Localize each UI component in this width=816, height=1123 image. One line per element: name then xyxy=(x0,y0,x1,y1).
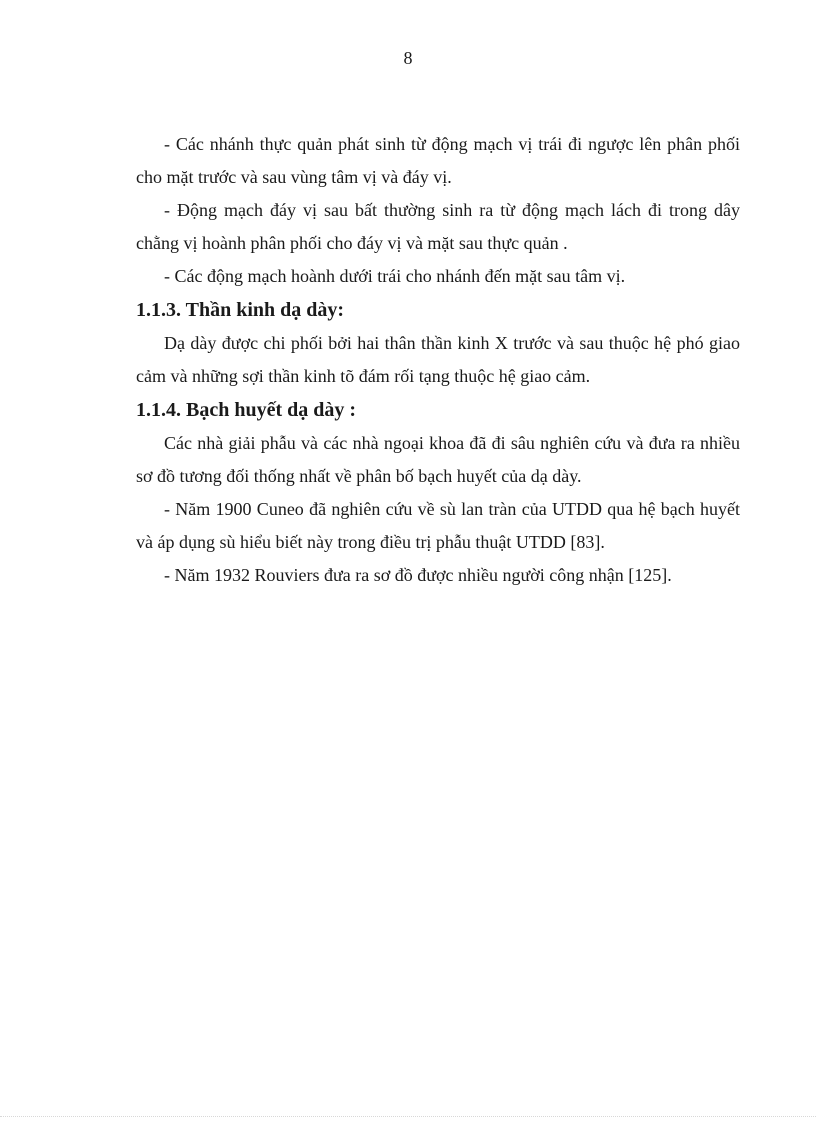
paragraph-cuneo-1900: - Năm 1900 Cuneo đã nghiên cứu về sù lan tràn của UTDD qua hệ bạch huyết và áp dụng sù hiểu biết này trong điều trị phẫu thuật UTDD [83]. xyxy=(136,499,740,552)
paragraph-esophageal-branches: - Các nhánh thực quản phát sinh từ động mạch vị trái đi ngược lên phân phối cho mặt trước và sau vùng tâm vị và đáy vị. xyxy=(136,134,740,187)
page-number: 8 xyxy=(403,48,413,68)
paragraph-inferior-phrenic-arteries: - Các động mạch hoành dưới trái cho nhánh đến mặt sau tâm vị. xyxy=(164,266,626,286)
paragraph-posterior-fundic-artery: - Động mạch đáy vị sau bất thường sinh ra từ động mạch lách đi trong dây chằng vị hoành phân phối cho đáy vị và mặt sau thực quản . xyxy=(136,200,740,253)
paragraph-rouviere-1932: - Năm 1932 Rouviers đưa ra sơ đồ được nhiều người công nhận [125]. xyxy=(164,565,672,585)
page-bottom-divider xyxy=(0,1116,816,1117)
section-heading-nerves: 1.1.3. Thần kinh dạ dày: xyxy=(136,299,345,321)
paragraph-nerve-supply: Dạ dày được chi phối bởi hai thân thần kinh X trước và sau thuộc hệ phó giao cảm và những sợi thần kinh tõ đám rối tạng thuộc hệ giao cảm. xyxy=(136,333,740,386)
document-body xyxy=(136,128,740,592)
paragraph-lymph-studies: Các nhà giải phẫu và các nhà ngoại khoa đã đi sâu nghiên cứu và đưa ra nhiều sơ đồ tương đối thống nhất về phân bố bạch huyết của dạ dày. xyxy=(136,433,740,486)
section-heading-lymphatics: 1.1.4. Bạch huyết dạ dày : xyxy=(136,399,357,421)
